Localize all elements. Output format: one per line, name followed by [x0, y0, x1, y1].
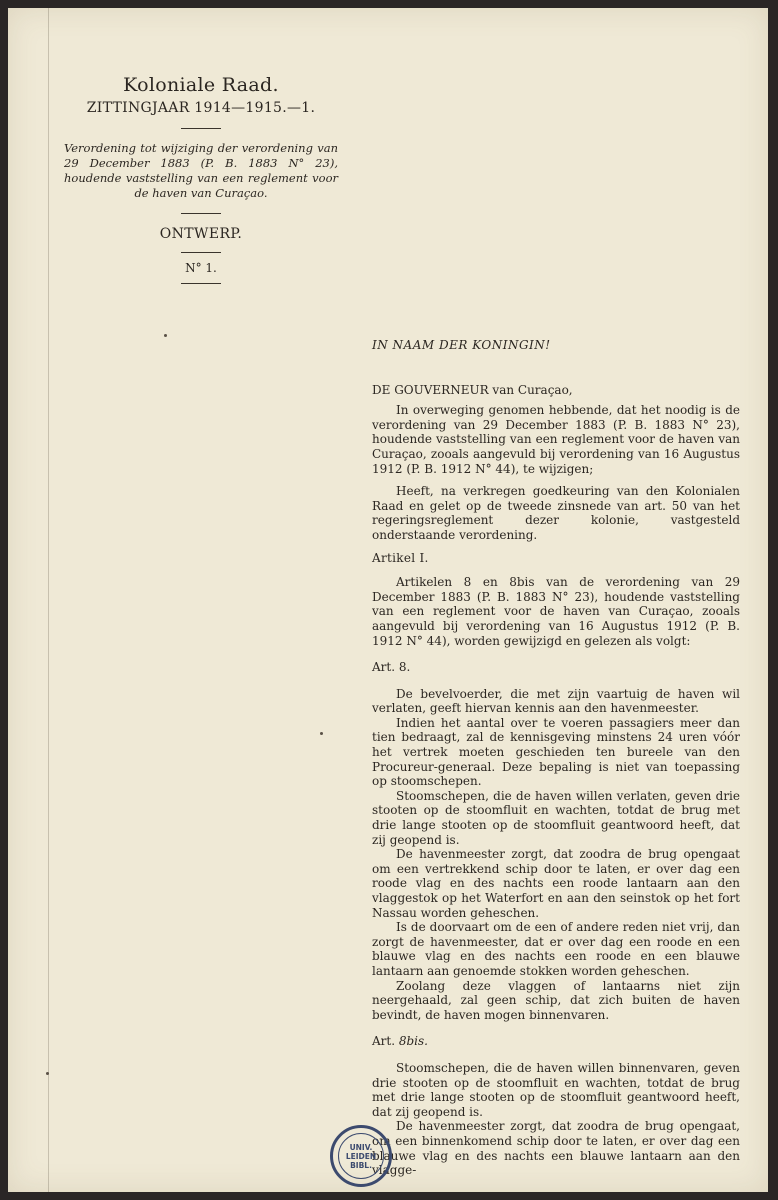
draft-label: ONTWERP. — [159, 226, 243, 242]
article-paragraph: Stoomschepen, die de haven willen binnenvaren, geven drie stooten op de stoomfluit en wachten, totdat de brug met drie lange stooten op de stoomfluit geantwoord heeft, dat zij geopend is. — [372, 1060, 740, 1119]
article-paragraph: Stoomschepen, die de haven willen verlaten, geven drie stooten op de stoomfluit en wachten, totdat de brug met drie lange stooten op de stoomfluit geantwoord heeft, dat zij geopend is. — [372, 788, 740, 847]
article-paragraph: De havenmeester zorgt, dat zoodra de brug opengaat om een vertrekkend schip door te laten, er over dag een roode vlag en des nachts een roode lantaarn aan den vlaggestok op het Waterfort en aan den seinstok op het fort Nassau worden geheschen. — [372, 847, 740, 920]
ordinance-text — [372, 338, 740, 1178]
article-paragraph: Is de doorvaart om de een of andere reden niet vrij, dan zorgt de havenmeester, dat er over dag een roode en een blauwe vlag en des nachts een roode en een blauwe lantaarn aan genoemde stokken worden geheschen. — [372, 920, 740, 978]
article-8bis-prefix: Art. — [372, 1034, 399, 1049]
article-8-heading: Art. 8. — [372, 660, 411, 675]
session-year: ZITTINGJAAR 1914—1915.—1. — [86, 100, 316, 116]
binding-margin-line — [48, 8, 49, 1192]
council-title: Koloniale Raad. — [123, 74, 279, 96]
stamp-line: BIBL. — [350, 1160, 372, 1170]
stamp-line: UNIV. — [349, 1142, 373, 1152]
paper-speck — [320, 732, 323, 735]
document-page — [8, 8, 768, 1192]
article-paragraph: De havenmeester zorgt, dat zoodra de brug opengaat, om een binnenkomend schip door te laten, er over dag een blauwe vlag en des nachts een blauwe lantaarn aan den vlagge- — [372, 1119, 740, 1178]
title-block — [60, 74, 342, 292]
paper-speck — [46, 1072, 49, 1075]
divider — [181, 128, 221, 129]
invocation: IN NAAM DER KONINGIN! — [372, 338, 551, 352]
library-stamp — [330, 1125, 392, 1187]
divider — [181, 252, 221, 253]
library-stamp-inner — [338, 1133, 384, 1179]
article-8bis-number: 8bis. — [398, 1034, 428, 1049]
subject-description: Verordening tot wijziging der verordening van 29 December 1883 (P. B. 1883 N° 23), houdende vaststelling van een reglement voor de haven van Curaçao. — [64, 141, 338, 200]
paper-speck — [164, 334, 167, 337]
article-paragraph: Zoolang deze vlaggen of lantaarns niet zijn neergehaald, zal geen schip, dat zich buiten de haven bevindt, de haven mogen binnenvaren. — [372, 978, 740, 1022]
preamble-paragraph: In overweging genomen hebbende, dat het noodig is de verordening van 29 December 1883 (P. B. 1883 N° 23), houdende vaststelling van een reglement voor de haven van Curaçao, zooals aangevuld bij verordening van 16 Augustus 1912 (P. B. 1912 N° 44), te wijzigen; — [372, 403, 740, 476]
article-heading: Artikel I. — [372, 550, 429, 565]
article-paragraph: Artikelen 8 en 8bis van de verordening van 29 December 1883 (P. B. 1883 N° 23), houdende vaststelling van een reglement voor de haven van Curaçao, zooals aangevuld bij verordening van 16 Augustus 1912 (P. B. 1912 N° 44), worden gewijzigd en gelezen als volgt: — [372, 575, 740, 648]
stamp-line: LEIDEN — [345, 1151, 377, 1161]
article-paragraph: Indien het aantal over te voeren passagiers meer dan tien bedraagt, zal de kennisgeving minstens 24 uren vóór het vertrek moeten geschieden ten bureele van den Procureur-generaal. Deze bepaling is niet van toepassing op stoomschepen. — [372, 715, 740, 789]
article-8bis-heading — [372, 1034, 740, 1049]
divider — [181, 213, 221, 214]
preamble-paragraph: Heeft, na verkregen goedkeuring van den Kolonialen Raad en gelet op de tweede zinsnede van art. 50 van het regeringsreglement dezer kolonie, vastgesteld onderstaande verordening. — [372, 484, 740, 542]
governor-heading: DE GOUVERNEUR van Curaçao, — [372, 382, 573, 397]
document-number: N° 1. — [185, 261, 217, 275]
divider — [181, 283, 221, 284]
article-paragraph: De bevelvoerder, die met zijn vaartuig de haven wil verlaten, geeft hiervan kennis aan den havenmeester. — [372, 686, 740, 716]
